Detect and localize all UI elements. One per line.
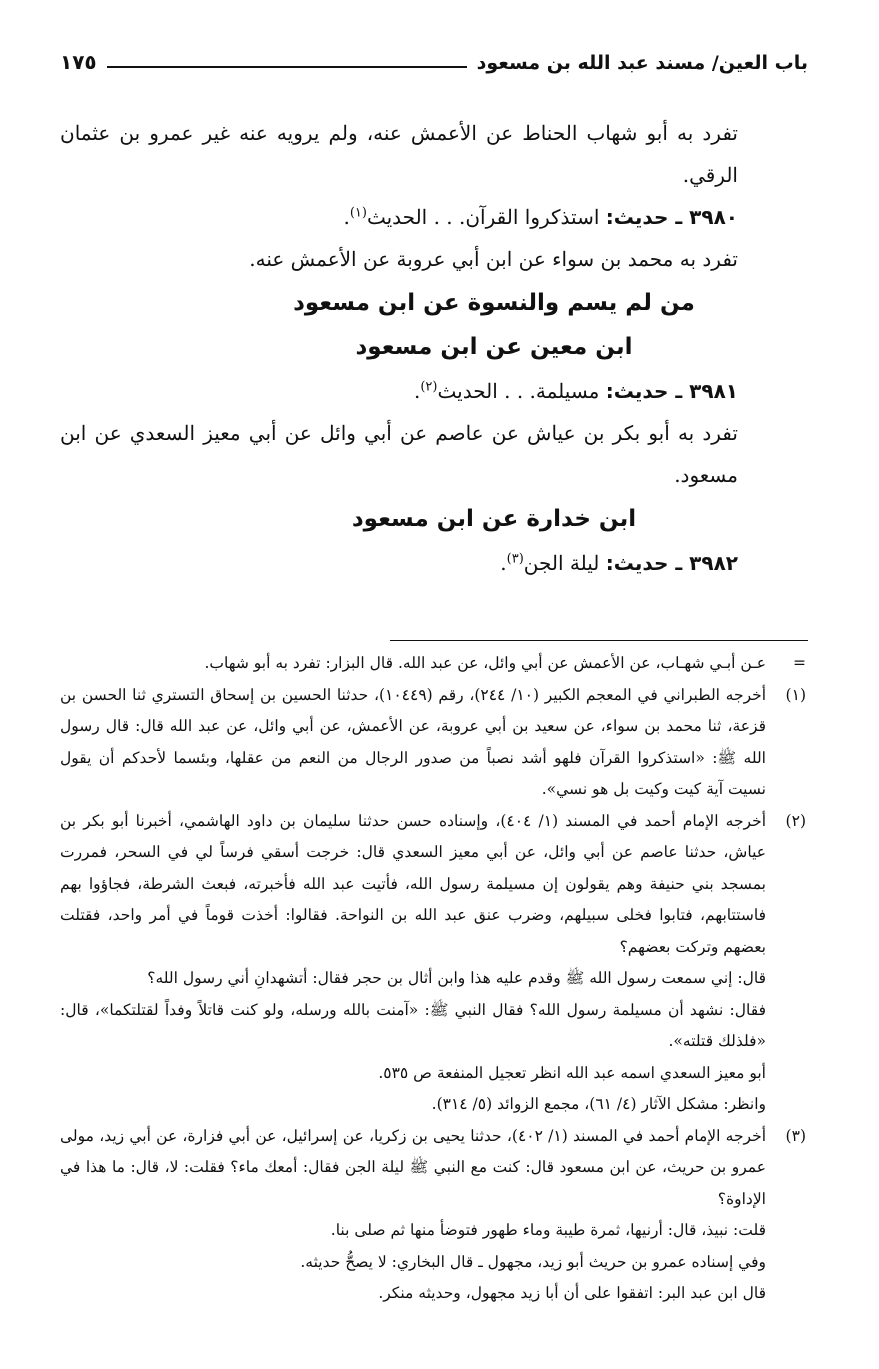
hadith-text: استذكروا القرآن. . . الحديث — [366, 205, 600, 229]
hadith-end: . — [343, 205, 350, 229]
header-rule — [107, 66, 467, 68]
hadith-end: . — [413, 379, 421, 403]
page-header — [60, 30, 808, 76]
footnote-text: وانظر: مشكل الآثار (٤/ ٦١)، مجمع الزوائد (٥/ ٣١٤). — [431, 1095, 766, 1113]
footnote-2 — [60, 806, 808, 1121]
hadith-text: مسيلمة. . . الحديث — [437, 379, 600, 403]
footnotes — [60, 648, 808, 1310]
hadith-number: ٣٩٨١ ـ حديث: — [605, 379, 738, 403]
footnote-text: قال: إني سمعت رسول الله ﷺ وقدم عليه هذا وابن أثال بن حجر فقال: أتشهدانِ أني رسول الله؟ — [147, 969, 766, 987]
footnote-divider — [390, 640, 808, 641]
footnote-marker: (١) — [785, 685, 806, 704]
footnote-marker: (٣) — [785, 1126, 806, 1145]
footnote-text: أخرجه الطبراني في المعجم الكبير (١٠/ ٢٤٤)، رقم (١٠٤٤٩)، حدثنا الحسين بن إسحاق التستري ثنا الحسن بن قزعة، ثنا محمد بن سواء، عن سعيد بن أبي عروبة، عن الأعمش، عن أبي وائل، عن عبد الله قال: قال رسول الله ﷺ: «استذكروا القرآن فلهو أشد نصباً من صدور الرجال من النعم من عقلها، وبئسما لأحدكم أن يقول نسيت آية كيت وكيت بل هو نسي». — [60, 685, 767, 798]
footnote-text: فقال: نشهد أن مسيلمة رسول الله؟ فقال النبي ﷺ: «آمنت بالله ورسله، ولو كنت قاتلاً وفداً لقتلتكما»، قال: «فلذلك قتلته». — [60, 1000, 766, 1050]
hadith-number: ٣٩٨٠ ـ حديث: — [605, 205, 738, 229]
section-heading: ابن معين عن ابن مسعود — [355, 334, 633, 360]
hadith-entry — [60, 196, 808, 238]
hadith-end: . — [500, 551, 507, 575]
footnote-ref[interactable]: (٣) — [506, 551, 524, 567]
footnote-marker: (٢) — [785, 811, 806, 830]
footnote-1 — [60, 680, 808, 806]
footnote-text: قلت: نبيذ، قال: أرنيها، ثمرة طيبة وماء طهور فتوضأ منها ثم صلى بنا. — [330, 1221, 766, 1239]
footnote-text: أخرجه الإمام أحمد في المسند (١/ ٤٠٤)، وإسناده حسن حدثنا سليمان بن داود الهاشمي، أخبرنا أبو بكر بن عياش، حدثنا عاصم عن أبي وائل، عن أبي معيز السعدي قال: خرجت أسقي فرساً لي في السحر، فمررت بمسجد بني حنيفة وهم يقولون إن مسيلمة رسول الله، فأتيت عبد الله فأخبرته، فبعث الشرطة، فجاؤوا بهم فاستتابهم، فتابوا فخلى سبيلهم، وضرب عنق عبد الله بن النواحة. فقالوا: أخذت قوماً في أمر واحد، فقتلت بعضهم وتركت بعضهم؟ — [60, 811, 766, 956]
hadith-entry — [60, 370, 808, 412]
footnote-continuation — [60, 648, 808, 680]
footnote-text: عـن أبـي شهـاب، عن الأعمش عن أبي وائل، عن عبد الله. قال البزار: تفرد به أبو شهاب. — [204, 654, 766, 672]
paragraph: تفرد به أبو بكر بن عياش عن عاصم عن أبي وائل عن أبي معيز السعدي عن ابن مسعود. — [60, 421, 738, 487]
footnote-text: أبو معيز السعدي اسمه عبد الله انظر تعجيل المنفعة ص ٥٣٥. — [378, 1063, 766, 1082]
footnote-text: وفي إسناده عمرو بن حريث أبو زيد، مجهول ـ قال البخاري: لا يصحُّ حديثه. — [300, 1252, 766, 1271]
running-title: باب العين/ مسند عبد الله بن مسعود — [476, 52, 808, 74]
section-heading: من لم يسم والنسوة عن ابن مسعود — [293, 290, 695, 316]
section-heading: ابن خدارة عن ابن مسعود — [351, 506, 637, 532]
footnote-marker: = — [793, 654, 806, 672]
footnote-text: قال ابن عبد البر: اتفقوا على أن أبا زيد مجهول، وحديثه منكر. — [378, 1284, 766, 1302]
footnote-ref[interactable]: (١) — [349, 205, 367, 221]
footnote-3 — [60, 1121, 808, 1310]
hadith-entry — [60, 542, 808, 584]
hadith-text: ليلة الجن — [523, 551, 600, 575]
footnote-text: أخرجه الإمام أحمد في المسند (١/ ٤٠٢)، حدثنا يحيى بن زكريا، عن إسرائيل، عن أبي فزارة، عن أبي زيد، مولى عمرو بن حريث، عن ابن مسعود قال: كنت مع النبي ﷺ ليلة الجن فقال: أمعك ماء؟ فقلت: لا، قال: ما هذا في الإداوة؟ — [60, 1126, 766, 1208]
page-number: ١٧٥ — [60, 50, 97, 74]
paragraph: تفرد به أبو شهاب الحناط عن الأعمش عنه، ولم يرويه عنه غير عمرو بن عثمان الرقي. — [60, 121, 738, 187]
main-text — [60, 112, 808, 584]
hadith-number: ٣٩٨٢ ـ حديث: — [605, 551, 738, 575]
footnote-ref[interactable]: (٢) — [420, 379, 438, 395]
paragraph: تفرد به محمد بن سواء عن ابن أبي عروبة عن الأعمش عنه. — [249, 247, 738, 271]
